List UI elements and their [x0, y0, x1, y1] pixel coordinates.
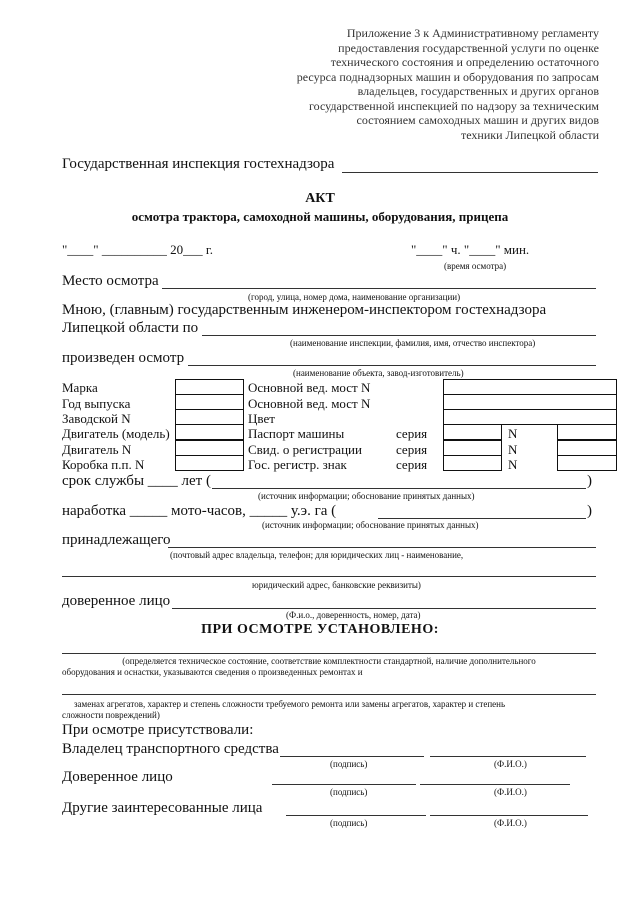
label-registration-cert: Свид. о регистрации	[248, 442, 362, 457]
time-caption: (время осмотра)	[444, 261, 507, 271]
label-year: Год выпуска	[62, 396, 131, 411]
others-signature-field[interactable]	[286, 815, 426, 816]
object-caption: (наименование объекта, завод-изготовитель)	[293, 368, 464, 378]
inspection-done-label: произведен осмотр	[62, 350, 185, 366]
service-life-caption: (источник информации; обоснование принятых данных)	[258, 491, 475, 501]
label-seria: серия	[396, 442, 428, 457]
signature-caption: (подпись)	[330, 787, 368, 797]
owner-caption-1: (почтовый адрес владельца, телефон; для юридических лиц - наименование,	[170, 550, 464, 560]
inspector-field[interactable]	[202, 335, 596, 336]
place-caption: (город, улица, номер дома, наименование организации)	[248, 292, 461, 302]
cert-series-input[interactable]	[443, 440, 502, 456]
trustee-present-label: Доверенное лицо	[62, 769, 173, 785]
inspector-caption: (наименование инспекции, фамилия, имя, отчество инспектора)	[290, 338, 536, 348]
document-title: АКТ	[305, 191, 335, 206]
label-reg-plate: Гос. регистр. знак	[248, 457, 347, 472]
header-line: владельцев, государственных и других органов	[357, 84, 599, 98]
inspector-line2: Липецкой области по	[62, 320, 199, 336]
owner-present-label: Владелец транспортного средства	[62, 741, 279, 757]
service-life-field[interactable]	[212, 488, 586, 489]
color-input[interactable]	[443, 409, 617, 425]
year-input[interactable]	[175, 394, 244, 410]
label-brand: Марка	[62, 380, 98, 395]
gearbox-number-input[interactable]	[175, 455, 244, 471]
time-field[interactable]: "____" ч. "____" мин.	[411, 242, 530, 257]
main-axle-1-input[interactable]	[443, 379, 617, 395]
findings-field-2[interactable]	[62, 694, 596, 695]
label-main-axle-2: Основной вед. мост N	[248, 396, 371, 411]
owner-label: принадлежащего	[62, 532, 171, 548]
passport-series-input[interactable]	[443, 424, 502, 440]
label-seria: серия	[396, 457, 428, 472]
label-color: Цвет	[248, 411, 275, 426]
findings-field-1[interactable]	[62, 653, 596, 654]
inspector-line1: Мною, (главным) государственным инженером-инспектором гостехнадзора	[62, 302, 547, 318]
owner-fio-field[interactable]	[430, 756, 586, 757]
operating-caption: (источник информации; обоснование принятых данных)	[262, 520, 479, 530]
trustee-fio-field[interactable]	[420, 784, 570, 785]
others-present-label: Другие заинтересованные лица	[62, 800, 263, 816]
label-engine-model: Двигатель (модель)	[62, 426, 170, 441]
label-number: N	[508, 442, 518, 457]
serial-input[interactable]	[175, 409, 244, 425]
label-number: N	[508, 426, 518, 441]
brand-input[interactable]	[175, 379, 244, 395]
findings-caption-1a: (определяется техническое состояние, соответствие комплектности стандартной, наличие дополнительного	[122, 656, 536, 666]
owner-caption-2: юридический адрес, банковские реквизиты)	[252, 580, 421, 590]
operating-field[interactable]	[378, 518, 586, 519]
object-field[interactable]	[188, 365, 596, 366]
others-fio-field[interactable]	[430, 815, 588, 816]
header-line: государственной инспекцией по надзору за техническим	[309, 98, 599, 113]
label-engine-number: Двигатель N	[62, 442, 132, 457]
operating-label: наработка _____ мото-часов, _____ у.э. га (	[62, 503, 337, 519]
place-field[interactable]	[162, 288, 596, 289]
inspection-field[interactable]	[342, 172, 598, 173]
owner-field-2[interactable]	[62, 576, 596, 577]
label-seria: серия	[396, 426, 428, 441]
label-machine-passport: Паспорт машины	[248, 426, 345, 441]
date-field[interactable]: "____" __________ 20___ г.	[62, 242, 213, 257]
header-line: Приложение 3 к Административному регламенту	[346, 26, 599, 40]
trustee-label: доверенное лицо	[62, 593, 171, 609]
header-line: состоянием самоходных машин и других видов	[356, 113, 599, 127]
header-line: техники Липецкой области	[461, 127, 599, 142]
label-main-axle-1: Основной вед. мост N	[248, 380, 371, 395]
label-number: N	[508, 457, 518, 472]
header-line: ресурса поднадзорных машин и оборудования по запросам	[296, 69, 599, 84]
signature-caption: (подпись)	[330, 759, 368, 769]
cert-number-input[interactable]	[557, 440, 617, 456]
fio-caption: (Ф.И.О.)	[494, 787, 527, 797]
fio-caption: (Ф.И.О.)	[494, 759, 527, 769]
place-label: Место осмотра	[62, 273, 159, 289]
label-serial: Заводской N	[62, 411, 131, 426]
plate-number-input[interactable]	[557, 455, 617, 471]
plate-series-input[interactable]	[443, 455, 502, 471]
trustee-signature-field[interactable]	[272, 784, 416, 785]
service-life-label: срок службы ____ лет (	[62, 473, 211, 489]
established-heading: ПРИ ОСМОТРЕ УСТАНОВЛЕНО:	[201, 622, 439, 637]
appendix-header	[297, 26, 599, 142]
engine-number-input[interactable]	[175, 440, 244, 456]
owner-signature-field[interactable]	[280, 756, 424, 757]
main-axle-2-input[interactable]	[443, 394, 617, 410]
document-subtitle: осмотра трактора, самоходной машины, оборудования, прицепа	[131, 209, 509, 224]
trustee-caption: (Ф.и.о., доверенность, номер, дата)	[286, 610, 421, 620]
service-life-close: )	[587, 473, 592, 489]
signature-caption: (подпись)	[330, 818, 368, 828]
passport-number-input[interactable]	[557, 424, 617, 440]
findings-caption-1b: оборудования и оснастки, указываются сведения о произведенных ремонтах и	[62, 667, 363, 677]
label-gearbox-number: Коробка п.п. N	[62, 457, 145, 472]
operating-close: )	[587, 503, 592, 519]
findings-caption-2a: заменах агрегатов, характер и степень сложности требуемого ремонта или замены агрегатов, характер и степень	[74, 699, 506, 709]
owner-field[interactable]	[168, 547, 596, 548]
fio-caption: (Ф.И.О.)	[494, 818, 527, 828]
header-line: технического состояния и определению остаточного	[330, 55, 599, 69]
inspection-label: Государственная инспекция гостехнадзора	[62, 156, 335, 172]
findings-caption-2b: сложности повреждений)	[62, 710, 160, 720]
engine-model-input[interactable]	[175, 424, 244, 440]
present-heading: При осмотре присутствовали:	[62, 722, 254, 738]
header-line: предоставления государственной услуги по оценке	[338, 40, 599, 55]
trustee-field[interactable]	[172, 608, 596, 609]
